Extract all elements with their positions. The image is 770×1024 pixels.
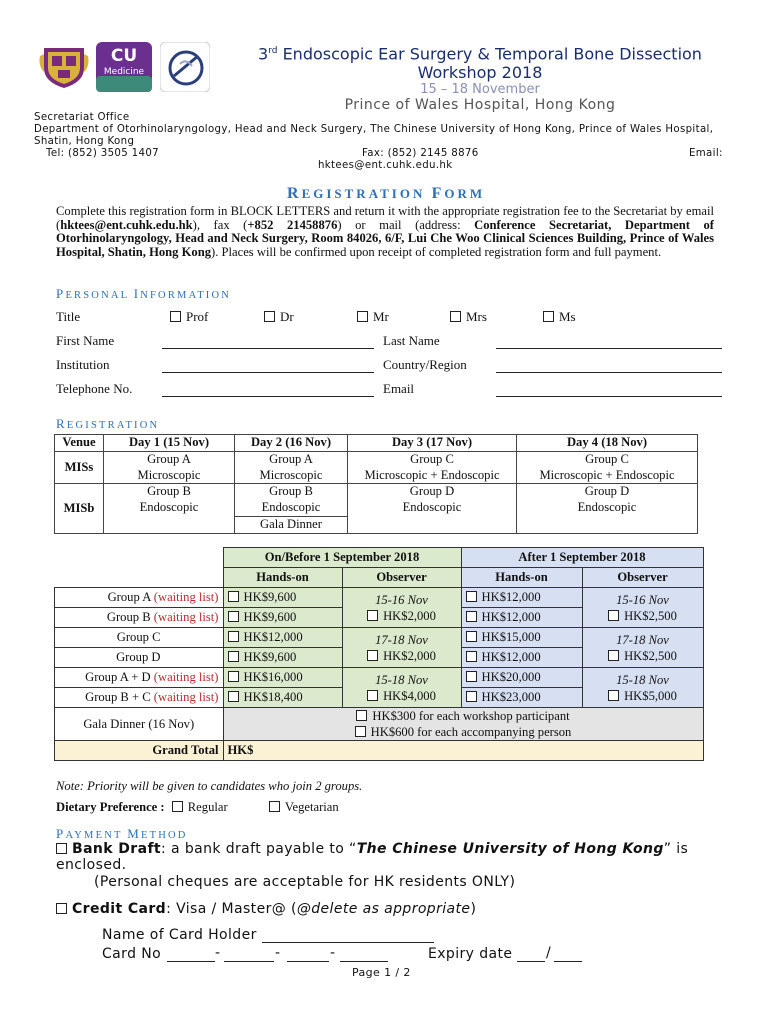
card-holder-field[interactable]	[262, 942, 434, 943]
group-label: Group D	[55, 648, 224, 668]
secretariat-fax: Fax: (852) 2145 8876	[362, 148, 479, 159]
cell: Group C Microscopic + Endoscopic	[517, 451, 698, 484]
venue-miss: MISs	[55, 451, 104, 484]
cu-logo-text: CU	[110, 46, 138, 66]
table-row	[55, 435, 698, 452]
day1-header: Day 1 (15 Nov)	[104, 435, 235, 452]
grand-total-label: Grand Total	[55, 741, 224, 761]
payment-method-heading: PAYMENT METHOD	[56, 826, 188, 841]
fee-option[interactable]: HK$12,000	[461, 608, 582, 628]
cell: Group B Endoscopic	[104, 484, 235, 533]
before-observer-header: Observer	[342, 568, 461, 588]
observer-after-1518[interactable]: 15-18 Nov HK$5,000	[582, 668, 703, 708]
secretariat-tel: Tel: (852) 3505 1407	[46, 148, 159, 159]
gala-dinner-options[interactable]: HK$300 for each workshop participant HK$600 for each accompanying person	[223, 708, 703, 741]
card-holder-label: Name of Card Holder	[102, 927, 257, 943]
checkbox-icon[interactable]	[228, 631, 239, 642]
after-handson-header: Hands-on	[461, 568, 582, 588]
venue-header: Venue	[55, 435, 104, 452]
fee-option[interactable]: HK$9,600	[223, 608, 342, 628]
expiry-label: Expiry date	[428, 946, 513, 962]
telephone-field[interactable]	[162, 396, 374, 397]
checkbox-icon[interactable]	[355, 726, 366, 737]
table-row	[55, 741, 704, 761]
checkbox-icon[interactable]	[172, 801, 183, 812]
first-name-label: First Name	[56, 333, 115, 348]
observer-before-1518[interactable]: 15-18 Nov HK$4,000	[342, 668, 461, 708]
checkbox-icon[interactable]	[228, 611, 239, 622]
cell: Group A Microscopic	[235, 451, 348, 484]
group-label: Group A + D (waiting list)	[55, 668, 224, 688]
checkbox-icon[interactable]	[228, 591, 239, 602]
department-address: Department of Otorhinolaryngology, Head and Neck Surgery, The Chinese University of Hong Kong, Prince of Wales Hospital, Shatin, Hong Kong	[34, 124, 714, 147]
registration-heading: REGISTRATION	[56, 416, 160, 431]
table-row	[55, 708, 704, 741]
checkbox-icon[interactable]	[450, 311, 461, 322]
day4-header: Day 4 (18 Nov)	[517, 435, 698, 452]
workshop-dates: 15 – 18 November	[420, 82, 540, 97]
cheque-note: (Personal cheques are acceptable for HK residents ONLY)	[94, 874, 516, 890]
cell: Group A Microscopic	[104, 451, 235, 484]
checkbox-icon[interactable]	[367, 610, 378, 621]
day2-header: Day 2 (16 Nov)	[235, 435, 348, 452]
title-option-mr[interactable]: Mr	[357, 309, 389, 325]
workshop-venue: Prince of Wales Hospital, Hong Kong	[344, 97, 616, 113]
page-number: Page 1 / 2	[352, 966, 411, 979]
checkbox-icon[interactable]	[608, 650, 619, 661]
fee-option[interactable]: HK$12,000	[461, 588, 582, 608]
institution-label: Institution	[56, 357, 110, 372]
last-name-label: Last Name	[383, 333, 440, 348]
checkbox-icon[interactable]	[357, 311, 368, 322]
fee-option[interactable]: HK$16,000	[223, 668, 342, 688]
cu-medicine-logo	[96, 42, 152, 92]
cu-logo-subtext: Medicine	[103, 67, 145, 77]
checkbox-icon[interactable]	[608, 610, 619, 621]
checkbox-icon[interactable]	[269, 801, 280, 812]
checkbox-icon[interactable]	[608, 690, 619, 701]
email-field[interactable]	[496, 396, 722, 397]
expiry-year-field[interactable]	[554, 961, 582, 962]
checkbox-icon[interactable]	[56, 903, 67, 914]
table-row	[55, 568, 704, 588]
observer-before-1718[interactable]: 17-18 Nov HK$2,000	[342, 628, 461, 668]
fee-option[interactable]: HK$23,000	[461, 688, 582, 708]
fee-option[interactable]: HK$9,600	[223, 648, 342, 668]
registration-form-heading: REGISTRATION FORM	[287, 185, 486, 202]
country-label: Country/Region	[383, 357, 467, 372]
group-label: Group B + C (waiting list)	[55, 688, 224, 708]
cell: Group B Endoscopic	[235, 484, 348, 517]
cell: Group C Microscopic + Endoscopic	[348, 451, 517, 484]
card-no-label: Card No	[102, 946, 162, 962]
group-label: Group A (waiting list)	[55, 588, 224, 608]
country-field[interactable]	[496, 372, 722, 373]
card-no-field-4[interactable]	[340, 961, 388, 962]
checkbox-icon[interactable]	[466, 651, 477, 662]
title-option-dr[interactable]: Dr	[264, 309, 294, 325]
table-row	[55, 668, 704, 688]
checkbox-icon[interactable]	[466, 611, 477, 622]
cell: Group D Endoscopic	[348, 484, 517, 533]
expiry-separator: /	[546, 945, 552, 961]
table-row	[55, 628, 704, 648]
registration-instructions: Complete this registration form in BLOCK LETTERS and return it with the appropriate registration fee to the Secretariat by email (hktees@ent.cuhk.edu.hk), fax (+852 21458876) or mail (address: Conference Secretariat, Department of Otorhinolaryngology, Head and Neck Surgery, Room 84026, 6/F, Lui Che Woo Clinical Sciences Building, Prince of Wales Hospital, Shatin, Hong Kong). Places will be confirmed upon receipt of completed registration form and full payment.	[56, 204, 714, 259]
day3-header: Day 3 (17 Nov)	[348, 435, 517, 452]
email-field-label: Email	[383, 381, 415, 396]
group-label: Group C	[55, 628, 224, 648]
title-option-ms[interactable]: Ms	[543, 309, 576, 325]
checkbox-icon[interactable]	[466, 591, 477, 602]
gala-dinner-label: Gala Dinner (16 Nov)	[55, 708, 224, 741]
observer-before-1516[interactable]: 15-16 Nov HK$2,000	[342, 588, 461, 628]
table-row	[55, 588, 704, 608]
gala-dinner-cell: Gala Dinner	[235, 516, 348, 533]
cuhk-crest-logo	[38, 42, 90, 90]
priority-note: Note: Priority will be given to candidates who join 2 groups.	[56, 779, 363, 793]
checkbox-icon[interactable]	[170, 311, 181, 322]
checkbox-icon[interactable]	[543, 311, 554, 322]
fee-option[interactable]: HK$18,400	[223, 688, 342, 708]
bank-draft-option[interactable]: Bank Draft: a bank draft payable to “The Chinese University of Hong Kong” is enclosed.	[56, 841, 689, 873]
checkbox-icon[interactable]	[228, 651, 239, 662]
observer-after-1516[interactable]: 15-16 Nov HK$2,500	[582, 588, 703, 628]
secretariat-email[interactable]: hktees@ent.cuhk.edu.hk	[318, 160, 453, 171]
dietary-preference: Dietary Preference : Regular Vegetarian	[56, 800, 339, 814]
cell: Group D Endoscopic	[517, 484, 698, 533]
checkbox-icon[interactable]	[367, 650, 378, 661]
first-name-field[interactable]	[162, 348, 374, 349]
checkbox-icon[interactable]	[466, 631, 477, 642]
title-option-mrs[interactable]: Mrs	[450, 309, 487, 325]
checkbox-icon[interactable]	[56, 843, 67, 854]
last-name-field[interactable]	[496, 348, 722, 349]
title-label: Title	[56, 309, 81, 324]
observer-after-1718[interactable]: 17-18 Nov HK$2,500	[582, 628, 703, 668]
credit-card-option[interactable]: Credit Card: Visa / Master@ (@delete as appropriate)	[56, 901, 476, 917]
title-option-prof[interactable]: Prof	[170, 309, 208, 325]
after-deadline-header: After 1 September 2018	[461, 548, 703, 568]
table-row	[55, 451, 698, 484]
fee-option[interactable]: HK$12,000	[223, 628, 342, 648]
expiry-month-field[interactable]	[517, 961, 545, 962]
checkbox-icon[interactable]	[466, 691, 477, 702]
schedule-table	[54, 434, 698, 534]
card-no-field-3[interactable]	[287, 961, 329, 962]
checkbox-icon[interactable]	[367, 690, 378, 701]
institution-field[interactable]	[162, 372, 374, 373]
venue-misb: MISb	[55, 484, 104, 533]
checkbox-icon[interactable]	[228, 691, 239, 702]
workshop-title: 3rd Endoscopic Ear Surgery & Temporal Bone Dissection Workshop 2018	[258, 44, 702, 83]
fee-option[interactable]: HK$15,000	[461, 628, 582, 648]
dietary-regular[interactable]: Regular	[172, 800, 228, 814]
dietary-vegetarian[interactable]: Vegetarian	[269, 800, 339, 814]
secretariat-office: Secretariat Office	[34, 112, 130, 123]
checkbox-icon[interactable]	[228, 671, 239, 682]
fee-option[interactable]: HK$20,000	[461, 668, 582, 688]
telephone-label: Telephone No.	[56, 381, 133, 396]
group-label: Group B (waiting list)	[55, 608, 224, 628]
before-deadline-header: On/Before 1 September 2018	[223, 548, 461, 568]
grand-total-field[interactable]: HK$	[223, 741, 703, 761]
fee-option[interactable]: HK$9,600	[223, 588, 342, 608]
checkbox-icon[interactable]	[466, 671, 477, 682]
table-row	[55, 548, 704, 568]
table-row	[55, 484, 698, 517]
after-observer-header: Observer	[582, 568, 703, 588]
fee-table	[54, 547, 704, 761]
personal-information-heading: PERSONAL INFORMATION	[56, 286, 232, 301]
card-no-field-1[interactable]	[167, 961, 215, 962]
before-handson-header: Hands-on	[223, 568, 342, 588]
fee-option[interactable]: HK$12,000	[461, 648, 582, 668]
ear-surgery-logo	[160, 42, 210, 92]
checkbox-icon[interactable]	[356, 710, 367, 721]
card-no-field-2[interactable]	[224, 961, 274, 962]
checkbox-icon[interactable]	[264, 311, 275, 322]
email-label: Email:	[689, 148, 723, 159]
